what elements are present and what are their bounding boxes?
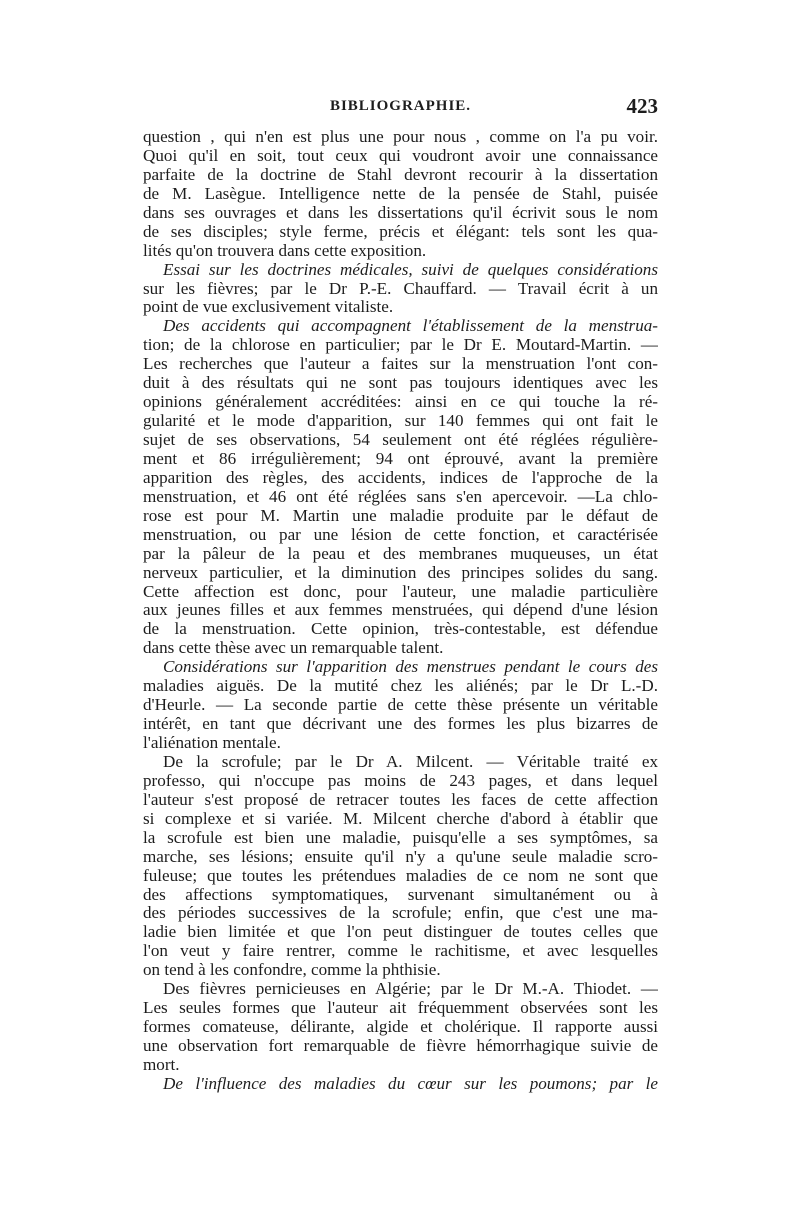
text-line: une observation fort remarquable de fièvre hémorrhagique suivie de — [143, 1037, 658, 1055]
text-line: de ses disciples; style ferme, précis et élégant: tels sont les qua- — [143, 222, 658, 241]
text-line: Quoi qu'il en soit, tout ceux qui voudront avoir une connaissance — [143, 146, 658, 165]
text-line: marche, ses lésions; ensuite qu'il n'y a qu'une seule maladie scro- — [143, 847, 658, 866]
text-line: des périodes successives de la scrofule; enfin, que c'est une ma- — [143, 904, 658, 923]
text-line: De la scrofule; par le Dr A. Milcent. — Véritable traité ex — [163, 752, 658, 771]
text-line: des affections symptomatiques, survenant simultanément ou à — [143, 885, 658, 904]
text-line: fuleuse; que toutes les prétendues maladies de ce nom ne sont que — [143, 866, 658, 885]
text-line: Les seules formes que l'auteur ait fréquemment observées sont les — [143, 999, 658, 1018]
text-line: nerveux particulier, et la diminution des principes solides du sang. — [143, 563, 658, 582]
text-line: parfaite de la doctrine de Stahl devront recourir à la dissertation — [143, 165, 658, 184]
text-line: Cette affection est donc, pour l'auteur, une maladie particulière — [143, 582, 658, 601]
body-text — [143, 128, 658, 1094]
text-line: formes comateuse, délirante, algide et cholérique. Il rapporte aussi — [143, 1018, 658, 1037]
text-line: menstruation, ou par une lésion de cette fonction, et caractérisée — [143, 525, 658, 544]
text-line: d'Heurle. — La seconde partie de cette thèse présente un véritable — [143, 696, 658, 715]
text-line: dans cette thèse avec un remarquable talent. — [143, 639, 444, 658]
text-line: sur les fièvres; par le Dr P.-E. Chauffard. — Travail écrit à un — [143, 279, 658, 298]
text-line: Des accidents qui accompagnent l'établissement de la menstrua- — [163, 317, 658, 336]
text-line: Des fièvres pernicieuses en Algérie; par le Dr M.-A. Thiodet. — — [163, 980, 658, 999]
text-line: Essai sur les doctrines médicales, suivi de quelques considérations — [163, 260, 658, 279]
text-line: intérêt, en tant que décrivant une des formes les plus bizarres de — [143, 715, 658, 734]
text-line: la scrofule est bien une maladie, puisqu'elle a ses symptômes, sa — [143, 828, 658, 847]
running-title: BIBLIOGRAPHIE. — [329, 98, 472, 114]
page-header — [143, 94, 658, 124]
text-line: apparition des règles, des accidents, indices de l'approche de la — [143, 468, 658, 487]
text-line: l'aliénation mentale. — [143, 734, 281, 752]
text-line: gularité et le mode d'apparition, sur 140 femmes qui ont fait le — [143, 412, 658, 431]
text-line: point de vue exclusivement vitaliste. — [143, 298, 394, 317]
text-line: par la pâleur de la peau et des membranes muqueuses, un état — [143, 544, 658, 563]
text-line: question , qui n'en est plus une pour nous , comme on l'a pu voir. — [143, 128, 658, 146]
page-number: 423 — [626, 94, 658, 118]
text-line: sujet de ses observations, 54 seulement ont été réglées régulière- — [143, 431, 658, 449]
text-line: rose est pour M. Martin une maladie produite par le défaut de — [143, 506, 658, 525]
text-line: ment et 86 irrégulièrement; 94 ont éprouvé, avant la première — [143, 449, 658, 468]
text-line: lités qu'on trouvera dans cette exposition. — [143, 241, 427, 260]
text-line: opinions généralement accréditées: ainsi en ce qui touche la ré- — [143, 393, 658, 412]
text-line: aux jeunes filles et aux femmes menstruées, qui dépend d'une lésion — [143, 601, 658, 620]
text-line: professo, qui n'occupe pas moins de 243 pages, et dans lequel — [143, 771, 658, 790]
text-line: de la menstruation. Cette opinion, très-contestable, est défendue — [143, 620, 658, 639]
text-line: dans ses ouvrages et dans les dissertations qu'il écrivit sous le nom — [143, 203, 658, 222]
text-line: duit à des résultats qui ne sont pas toujours identiques avec les — [143, 374, 658, 393]
text-line: de M. Lasègue. Intelligence nette de la pensée de Stahl, puisée — [143, 184, 658, 203]
text-line: Considérations sur l'apparition des menstrues pendant le cours des — [163, 658, 658, 677]
text-line: menstruation, et 46 ont été réglées sans s'en apercevoir. —La chlo- — [143, 487, 658, 506]
text-line: De l'influence des maladies du cœur sur les poumons; par le — [163, 1074, 658, 1093]
text-line: tion; de la chlorose en particulier; par le Dr E. Moutard-Martin. — — [143, 336, 658, 355]
text-line: ladie bien limitée et que l'on peut distinguer de toutes celles que — [143, 923, 658, 942]
text-line: on tend à les confondre, comme la phthisie. — [143, 961, 441, 980]
text-line: maladies aiguës. De la mutité chez les aliénés; par le Dr L.-D. — [143, 677, 658, 696]
text-line: si complexe et si variée. M. Milcent cherche d'abord à établir que — [143, 809, 658, 828]
text-line: Les recherches que l'auteur a faites sur la menstruation l'ont con- — [143, 355, 658, 374]
text-line: l'auteur s'est proposé de retracer toutes les faces de cette affection — [143, 790, 658, 809]
text-line: mort. — [143, 1055, 180, 1074]
text-line: l'on veut y faire rentrer, comme le rachitisme, et avec lesquelles — [143, 942, 658, 961]
